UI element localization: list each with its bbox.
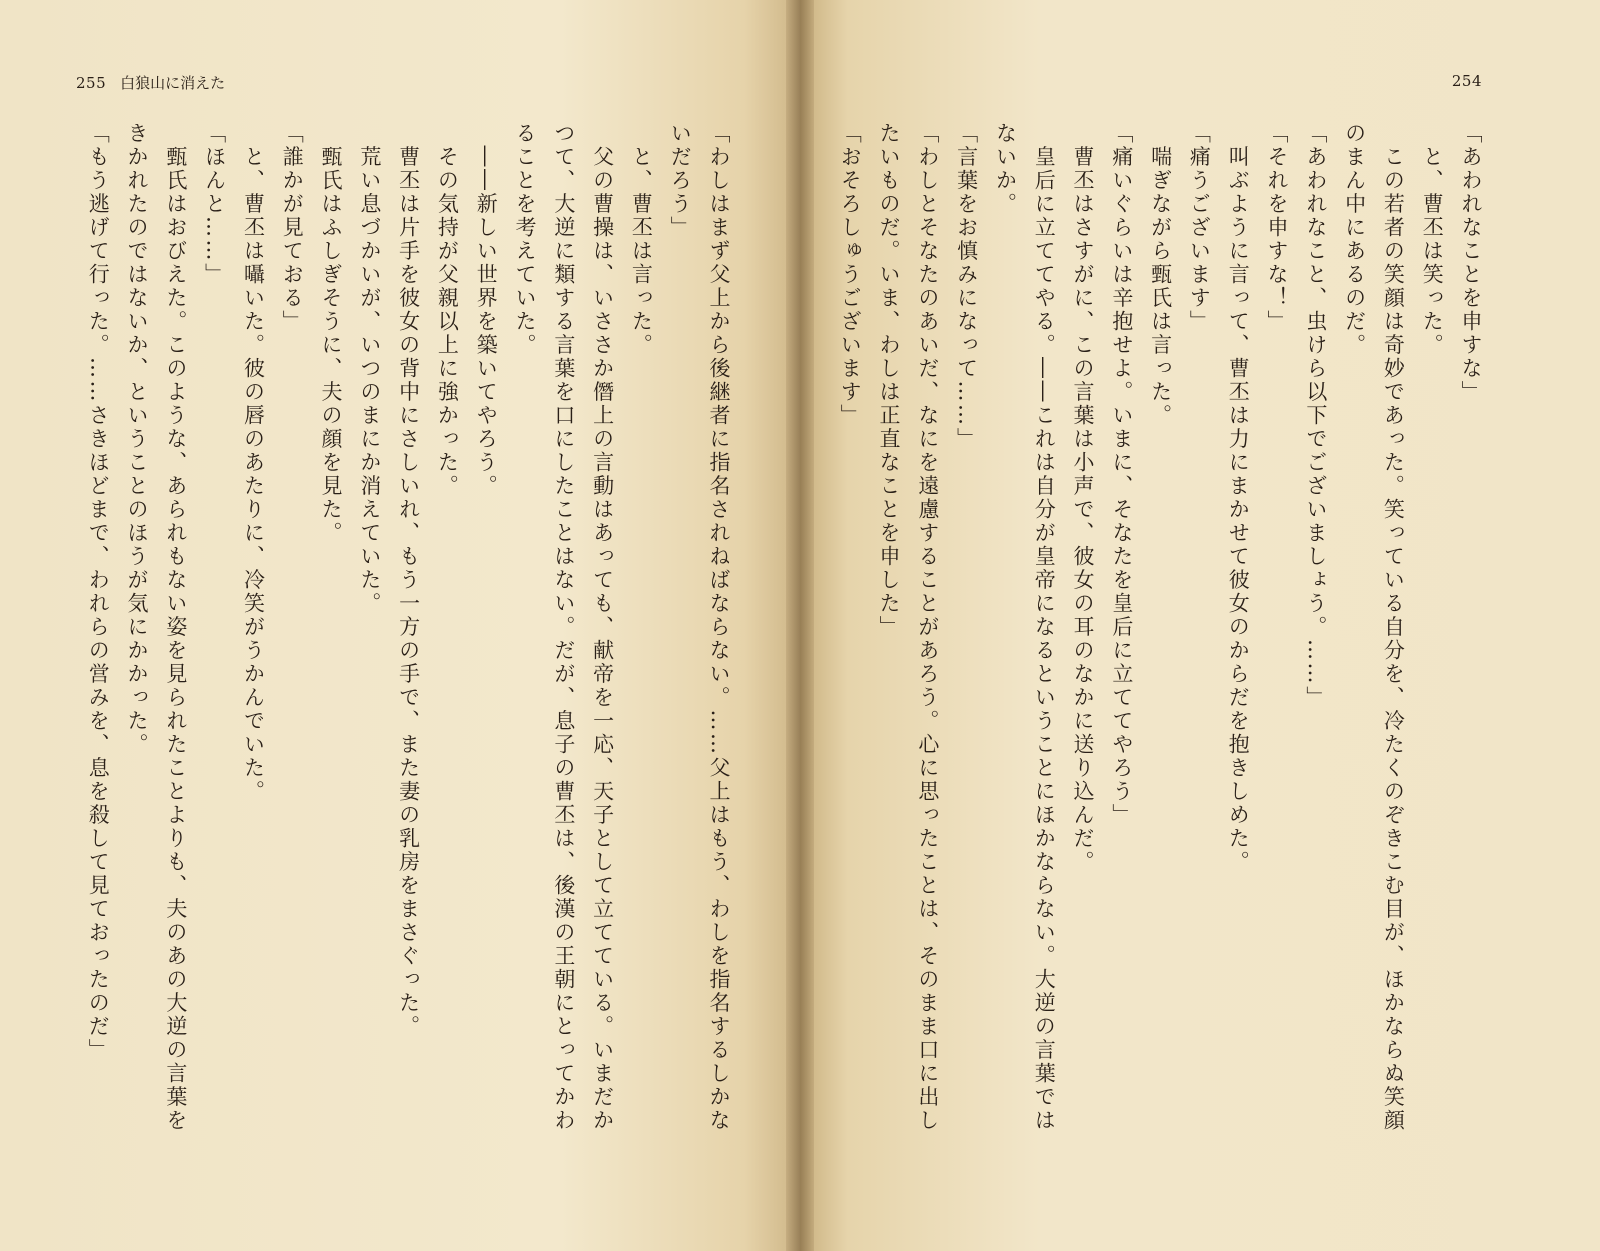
text-line: 喘ぎながら甄氏は言った。 — [1148, 122, 1173, 428]
text-line: 「おそろしゅうございます」 — [838, 122, 863, 428]
text-line: 「ほんと……」 — [202, 122, 227, 287]
left-page-number: 255 — [76, 74, 107, 92]
left-page-header — [76, 72, 225, 93]
text-line: 「それを申すな！」 — [1265, 122, 1290, 334]
text-line: この若者の笑顔は奇妙であった。笑っている自分を、冷たくのぞきこむ目が、ほかならぬ笑顔 — [1381, 122, 1406, 1133]
text-line: 甄氏はおびえた。このような、あられもない姿を見られたことよりも、夫のあの大逆の言葉を — [163, 122, 188, 1133]
text-line: ることを考えていた。 — [513, 122, 538, 357]
text-line: いだろう」 — [668, 122, 693, 240]
right-page-body — [840, 122, 1490, 1212]
text-line: その気持が父親以上に強かった。 — [435, 122, 460, 498]
text-line: たいものだ。いま、わしは正直なことを申した」 — [877, 122, 902, 639]
text-line: 甄氏はふしぎそうに、夫の顔を見た。 — [319, 122, 344, 545]
right-page-number: 254 — [1451, 72, 1482, 90]
text-line: 「わしとそなたのあいだ、なにを遠慮することがあろう。心に思ったことは、そのまま口に出し — [915, 122, 940, 1133]
text-line: 「言葉をお慎みになって……」 — [954, 122, 979, 451]
text-line: 「痛いぐらいは辛抱せよ。いまに、そなたを皇后に立ててやろう」 — [1109, 122, 1134, 827]
text-line: きかれたのではないか、ということのほうが気にかかった。 — [125, 122, 150, 757]
text-line: 「あわれなこと、虫けら以下でございましょう。……」 — [1303, 122, 1328, 710]
text-line: 「わしはまず父上から後継者に指名されねばならない。……父上はもう、わしを指名するしかな — [707, 122, 731, 1133]
text-line: 「誰かが見ておる」 — [280, 122, 305, 334]
left-page-body — [58, 122, 738, 1212]
text-line: 「痛うございます」 — [1187, 122, 1212, 334]
text-line: のまん中にあるのだ。 — [1342, 122, 1367, 357]
text-line: と、曹丕は笑った。 — [1420, 122, 1445, 357]
running-title: 白狼山に消えた — [120, 74, 226, 92]
right-page-header — [1452, 72, 1482, 90]
book-gutter — [786, 0, 814, 1251]
text-line: 曹丕は片手を彼女の背中にさしいれ、もう一方の手で、また妻の乳房をまさぐった。 — [396, 122, 421, 1039]
text-line: 「あわれなことを申すな」 — [1459, 122, 1483, 404]
text-line: と、曹丕は言った。 — [629, 122, 654, 357]
text-line: 父の曹操は、いささか僭上の言動はあっても、献帝を一応、天子として立てている。いまだか — [590, 122, 615, 1133]
text-line: 皇后に立ててやる。――これは自分が皇帝になるということにほかならない。大逆の言葉では — [1032, 122, 1057, 1133]
right-page — [800, 0, 1600, 1251]
text-line: 叫ぶように言って、曹丕は力にまかせて彼女のからだを抱きしめた。 — [1226, 122, 1251, 874]
text-line: ――新しい世界を築いてやろう。 — [474, 122, 499, 498]
text-line: 「もう逃げて行った。……さきほどまで、われらの営みを、息を殺して見ておったのだ」 — [86, 122, 111, 1062]
text-line: と、曹丕は囁いた。彼の唇のあたりに、冷笑がうかんでいた。 — [241, 122, 266, 804]
text-line: 荒い息づかいが、いつのまにか消えていた。 — [357, 122, 382, 616]
text-line: ないか。 — [993, 122, 1018, 216]
text-line: 曹丕はさすがに、この言葉は小声で、彼女の耳のなかに送り込んだ。 — [1071, 122, 1096, 874]
text-line: つて、大逆に類する言葉を口にしたことはない。だが、息子の曹丕は、後漢の王朝にとってかわ — [551, 122, 576, 1133]
